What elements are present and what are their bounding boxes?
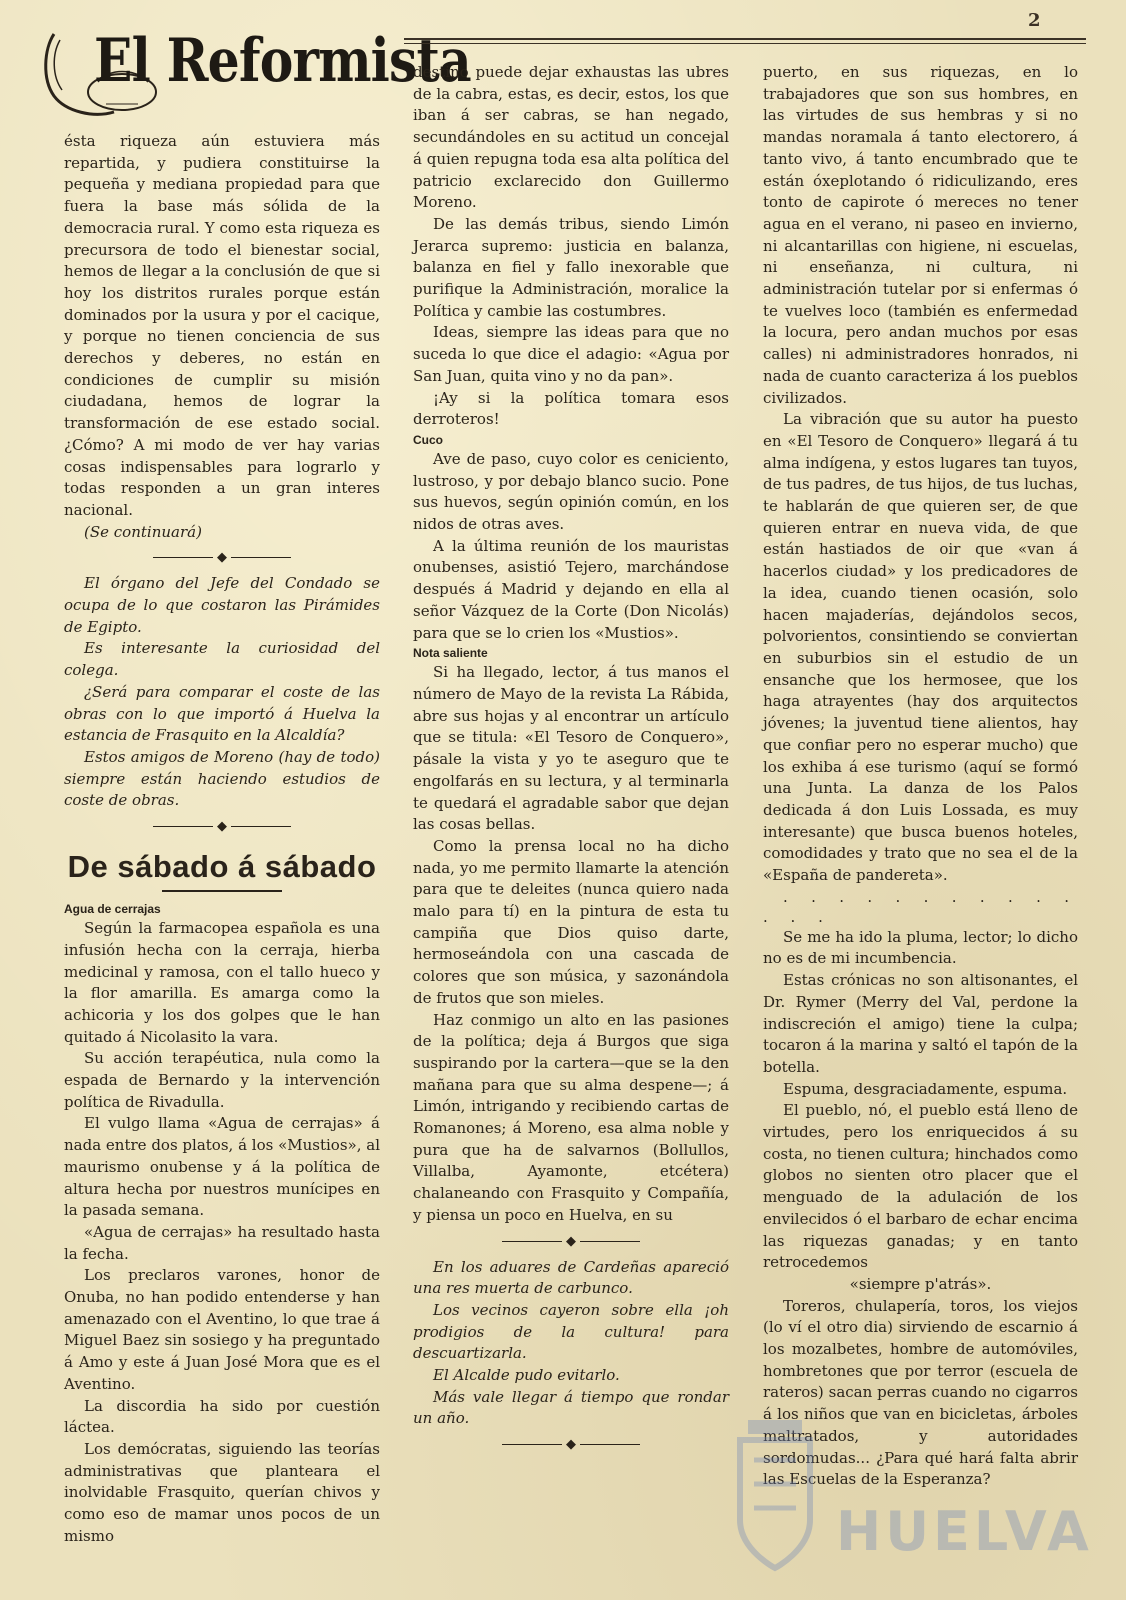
ornament-divider: ◆: [413, 1436, 729, 1454]
paragraph: El pueblo, nó, el pueblo está lleno de virtudes, pero los enriquecidos á su costa, no tienen cultura; hinchados como globos no sienten otro placer que el menguado de la adulación de los envilecidos ó el barbaro de echar encima las riquezas ganadas; y en tanto retrocedemos: [763, 1101, 1078, 1272]
ellipsis-divider: . . . . . . . . . . . . . .: [763, 887, 1078, 926]
quote-line: «siempre p'atrás».: [849, 1274, 992, 1293]
italic-paragraph: Los vecinos cayeron sobre ella ¡oh prodigios de la cultura! para descuartizarla.: [413, 1300, 729, 1363]
ornament-divider: ◆: [64, 549, 380, 567]
paragraph: Los preclaros varones, honor de Onuba, no han podido entenderse y han amenazado con el Aventino, lo que trae á Miguel Baez sin sosiego y ha preguntado á Amo y este á Juan José Mora que es el Aventino.: [64, 1266, 380, 1393]
section-title: De sábado á sábado: [67, 849, 377, 885]
paragraph: Como la prensa local no ha dicho nada, yo me permito llamarte la atención para que te deleites (nunca quiero nada malo para tí) en la pintura de esta tu campiña que Dios quiso darte, hermoseándola con una cascada de colores que son música, y sazonándola de frutos que son mieles.: [413, 836, 729, 1007]
header-rule-thin: [404, 43, 1086, 44]
column-1: [64, 131, 380, 1547]
subheading: Agua de cerrajas: [64, 902, 161, 917]
paragraph: destino puede dejar exhaustas las ubres de la cabra, estas, es decir, estos, los que iban á ser cabras, se han negado, secundándoles en su actitud un concejal á quien repugna toda esa alta política del patricio exclarecido don Guillermo Moreno.: [413, 63, 729, 212]
subheading: Nota saliente: [413, 646, 488, 661]
masthead: [36, 4, 471, 122]
paragraph: Espuma, desgraciadamente, espuma.: [783, 1079, 1068, 1098]
paragraph: La vibración que su autor ha puesto en «El Tesoro de Conquero» llegará á tu alma indígena, y estos lugares tan tuyos, de tus padres, de tus hijos, de tus luchas, te hablarán de que quieren ser, de que quieren entrar en nueva vida, de que están hastiados de oir que «van á hacerlos ciudad» y los predicadores de la idea, cuando tienen ocasión, solo hacen majaderías, dejándolos secos, polvorientos, consintiendo se conviertan en suburbios sin el estudio de un ensanche que los hermosee, que los haga atrayentes (hay dos arquitectos jóvenes; la juventud tiene alientos, hay que confiar pero no esperar mucho) que los exhiba á ese turismo (aquí se formó una Junta. La danza de los Palos dedicada á don Luis Lossada, es muy interesante) que busca buenos hoteles, comodidades y trato que no sea el de la «España de pandereta».: [763, 410, 1078, 885]
ornament-divider: ◆: [64, 818, 380, 836]
paragraph: La discordia ha sido por cuestión láctea.: [64, 1396, 380, 1437]
subheading: Cuco: [413, 432, 443, 447]
ornament-divider: ◆: [413, 1233, 729, 1251]
italic-paragraph: El Alcalde pudo evitarlo.: [433, 1366, 620, 1385]
paragraph: Ave de paso, cuyo color es ceniciento, lustroso, y por debajo blanco sucio. Pone sus huevos, según opinión común, en los nidos de otras aves.: [413, 449, 729, 534]
paragraph: Según la farmacopea española es una infusión hecha con la cerraja, hierba medicinal y ramosa, con el tallo hueco y la flor amarilla. Es amarga como la achicoria y los dos golpes que le han quitado á Nicolasito la vara.: [64, 919, 380, 1046]
paragraph: Su acción terapéutica, nula como la espada de Bernardo y la intervención política de Rivadulla.: [64, 1049, 380, 1111]
italic-paragraph: En los aduares de Cardeñas apareció una res muerta de carbunco.: [413, 1257, 729, 1298]
stamp-text: HUELVA: [836, 1500, 1093, 1563]
page-number: 2: [1028, 10, 1041, 31]
paragraph: Ideas, siempre las ideas para que no suceda lo que dice el adagio: «Agua por San Juan, quita vino y no da pan».: [413, 323, 729, 385]
paragraph: puerto, en sus riquezas, en lo trabajadores que son sus hombres, en las virtudes de sus hembras y si no mandas noramala á tanto electorero, á tanto vivo, á tanto encumbrado que te están óxeplotando ó ridiculizando, eres tonto de capirote ó mereces no tener agua en el verano, ni paseo en invierno, ni alcantarillas con higiene, ni escuelas, ni enseñanza, ni cultura, ni administración tutelar por si enfermas ó te vuelves loco (también es enfermedad la locura, pero andan muchos por esas calles) ni administradores honrados, ni nada de cuanto caracteriza á los pueblos civilizados.: [763, 63, 1078, 407]
masthead-title: El Reformista: [94, 26, 471, 96]
column-3: [763, 62, 1078, 1491]
paragraph: Los demócratas, siguiendo las teorías administrativas que planteara el inolvidable Frasquito, querían chivos y como eso de mamar unos pocos de un mismo: [64, 1439, 380, 1545]
paragraph: Se me ha ido la pluma, lector; lo dicho no es de mi incumbencia.: [763, 927, 1078, 968]
continued-note: (Se continuará): [84, 522, 202, 541]
italic-paragraph: Estos amigos de Moreno (hay de todo) siempre están haciendo estudios de coste de obras.: [64, 747, 380, 810]
italic-paragraph: ¿Será para comparar el coste de las obras con lo que importó á Huelva la estancia de Frasquito en la Alcaldía?: [64, 682, 380, 745]
header-rule: [404, 38, 1086, 40]
paragraph: «Agua de cerrajas» ha resultado hasta la fecha.: [64, 1222, 380, 1263]
paragraph: Si ha llegado, lector, á tus manos el número de Mayo de la revista La Rábida, abre sus hojas y al encontrar un artículo que se titula: «El Tesoro de Conquero», pásale la vista y yo te aseguro que te engolfarás en su lectura, y al terminarla te quedará el agradable sabor que dejan las cosas bellas.: [413, 663, 729, 834]
column-2: [413, 62, 729, 1460]
paragraph: Toreros, chulapería, toros, los viejos (lo ví el otro dia) sirviendo de escarnio á los mozalbetes, hombre de automóviles, hombretones que por terror (escuela de rateros) sacan perras cuando no cigarros á los niños que van en bicicletas, árboles maltratados, y autoridades sordomudas... ¿Para qué hará falta abrir las Escuelas de la Esperanza?: [763, 1296, 1078, 1489]
paragraph: A la última reunión de los mauristas onubenses, asistió Tejero, marchándose después á Madrid y dejando en ella al señor Vázquez de la Corte (Don Nicolás) para que se lo crien los «Mustios».: [413, 536, 729, 642]
paragraph: ésta riqueza aún estuviera más repartida, y pudiera constituirse la pequeña y mediana propiedad para que fuera la base más sólida de la democracia rural. Y como esta riqueza es precursora de todo el bienestar social, hemos de llegar a la conclusión de que si hoy los distritos rurales porque están dominados por la usura y por el cacique, y porque no tienen conciencia de sus derechos y deberes, no están en condiciones de cumplir su misión ciudadana, hemos de lograr la transformación de ese estado social. ¿Cómo? A mi modo de ver hay varias cosas indispensables para lograrlo y todas responden a un gran interes nacional.: [64, 132, 380, 519]
paragraph: Haz conmigo un alto en las pasiones de la política; deja á Burgos que siga suspirando por la cartera—que se la den mañana para que su alma despene—; á Limón, intrigando y recibiendo cartas de Romanones; á Moreno, esa alma noble y pura que ha de salvarnos (Bollullos, Villalba, Ayamonte, etcétera) chalaneando con Frasquito y Compañía, y piensa un poco en Huelva, en su: [413, 1010, 729, 1224]
italic-paragraph: Más vale llegar á tiempo que rondar un año.: [413, 1387, 729, 1428]
library-stamp: [718, 1400, 1098, 1590]
paragraph: Estas crónicas no son altisonantes, el Dr. Rymer (Merry del Val, perdone la indiscreción el amigo) tiene la culpa; tocaron á la marina y saltó el tapón de la botella.: [763, 971, 1078, 1076]
title-rule: [162, 890, 282, 892]
paragraph: El vulgo llama «Agua de cerrajas» á nada entre dos platos, á los «Mustios», al maurismo onubense y á la política de altura hecha por nuestros munícipes en la pasada semana.: [64, 1114, 380, 1220]
paragraph: De las demás tribus, siendo Limón Jerarca supremo: justicia en balanza, balanza en fiel y fallo inexorable que purifique la Administración, moralice la Política y cambie las costumbres.: [413, 214, 729, 320]
italic-paragraph: Es interesante la curiosidad del colega.: [64, 639, 380, 680]
italic-paragraph: El órgano del Jefe del Condado se ocupa de lo que costaron las Pirámides de Egipto.: [64, 574, 380, 636]
paragraph: ¡Ay si la política tomara esos derroteros!: [413, 388, 729, 429]
